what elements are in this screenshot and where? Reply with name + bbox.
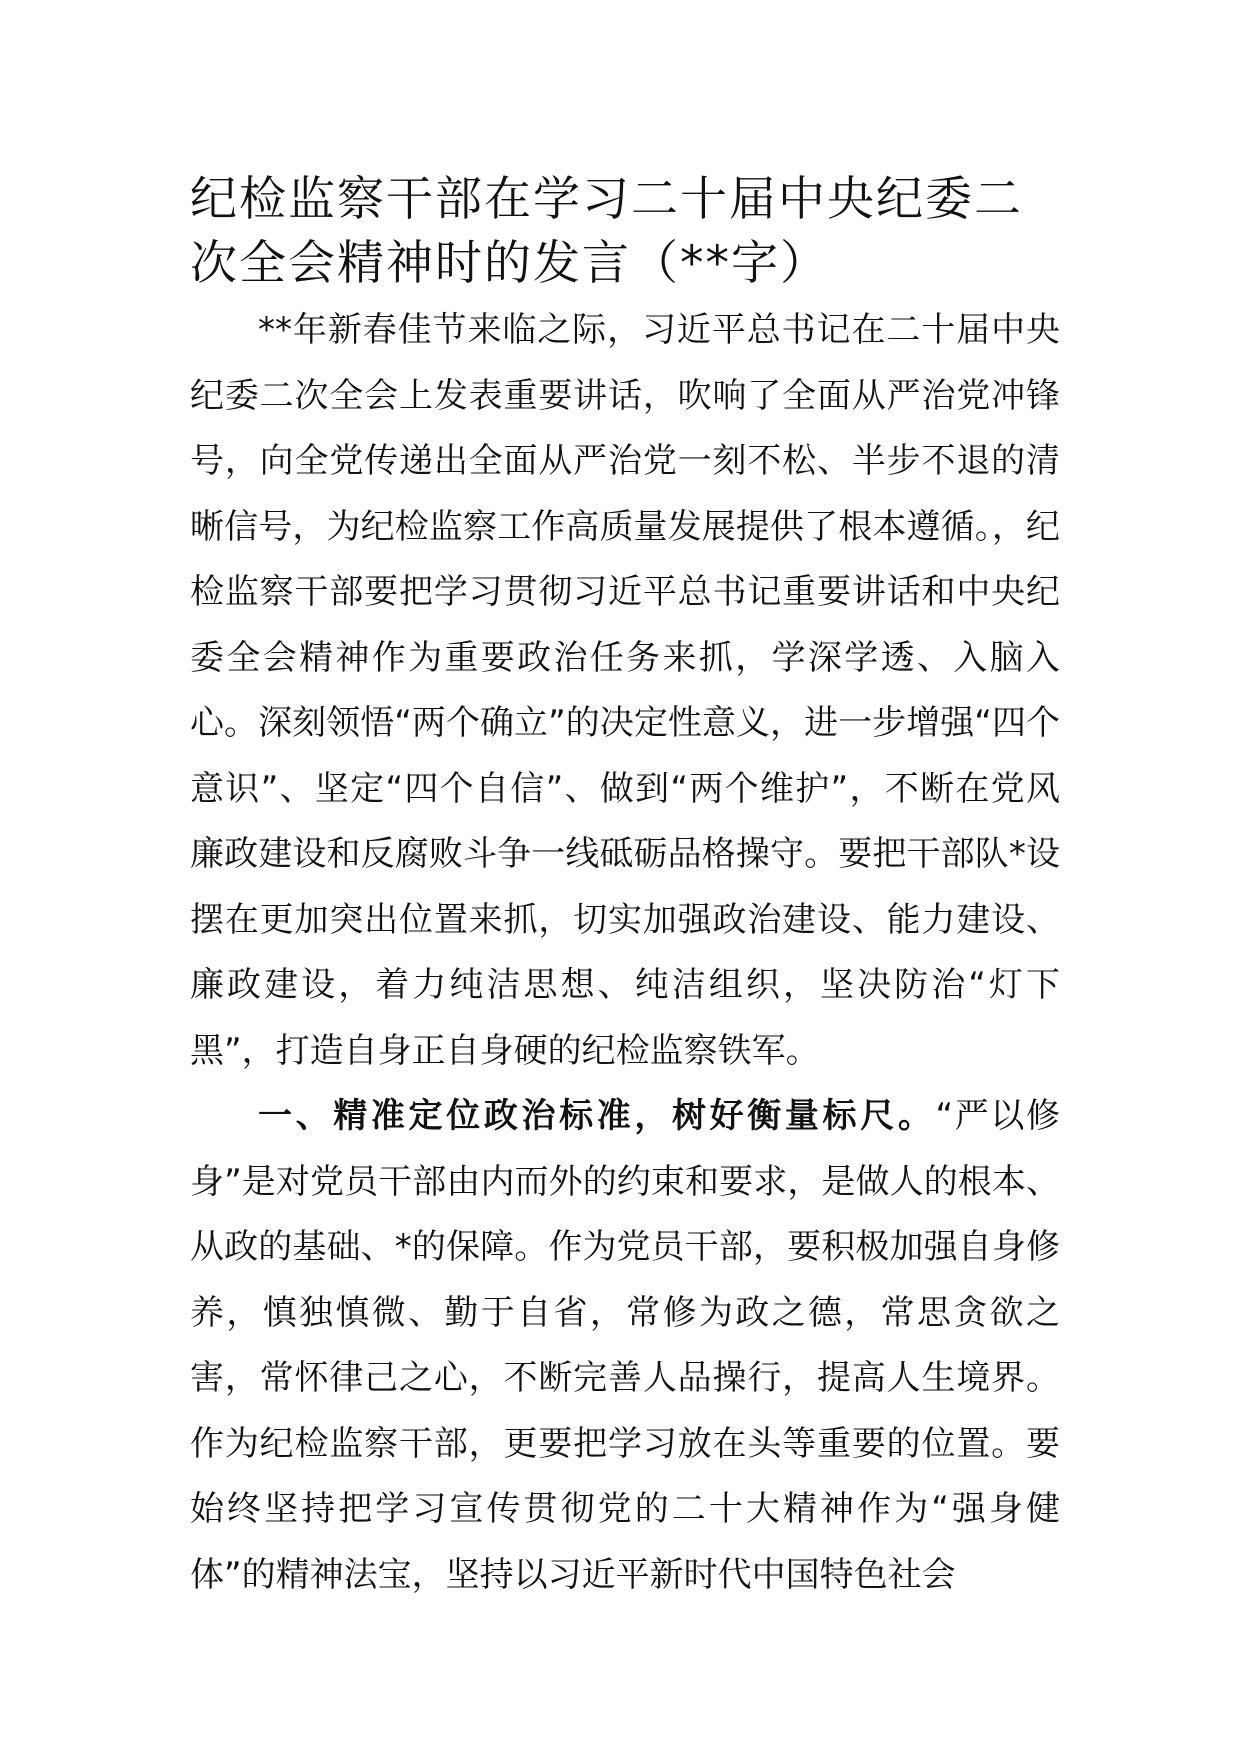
intro-paragraph: **年新春佳节来临之际，习近平总书记在二十届中央纪委二次全会上发表重要讲话，吹响了全面从严治党冲锋号，向全党传递出全面从严治党一刻不松、半步不退的清晰信号，为纪检监察工作高质量发展提供了根本遵循。，纪检监察干部要把学习贯彻习近平总书记重要讲话和中央纪委全会精神作为重要政治任务来抓，学深学透、入脑入心。深刻领悟“两个确立”的决定性意义，进一步增强“四个意识”、坚定“四个自信”、做到“两个维护”，不断在党风廉政建设和反腐败斗争一线砥砺品格操守。要把干部队*设摆在更加突出位置来抓，切实加强政治建设、能力建设、廉政建设，着力纯洁思想、纯洁组织，坚决防治“灯下黑”，打造自身正自身硬的纪检监察铁军。 <box>190 310 1060 1071</box>
document-title: 纪检监察干部在学习二十届中央纪委二次全会精神时的发言（**字） <box>190 172 1023 291</box>
section-one-paragraph <box>190 1084 1060 1608</box>
section-one-text: “严以修身”是对党员干部由内而外的约束和要求，是做人的根本、从政的基础、*的保障。作为党员干部，要积极加强自身修养，慎独慎微、勤于自省，常修为政之德，常思贪欲之害，常怀律己之心，不断完善人品操行，提高人生境界。作为纪检监察干部，更要把学习放在头等重要的位置。要始终坚持把学习宣传贯彻党的二十大精神作为“强身健体”的精神法宝，坚持以习近平新时代中国特色社会 <box>190 1096 1060 1595</box>
document-body <box>190 298 1060 1608</box>
section-one-heading: 一、精准定位政治标准，树好衡量标尺。 <box>258 1096 936 1136</box>
